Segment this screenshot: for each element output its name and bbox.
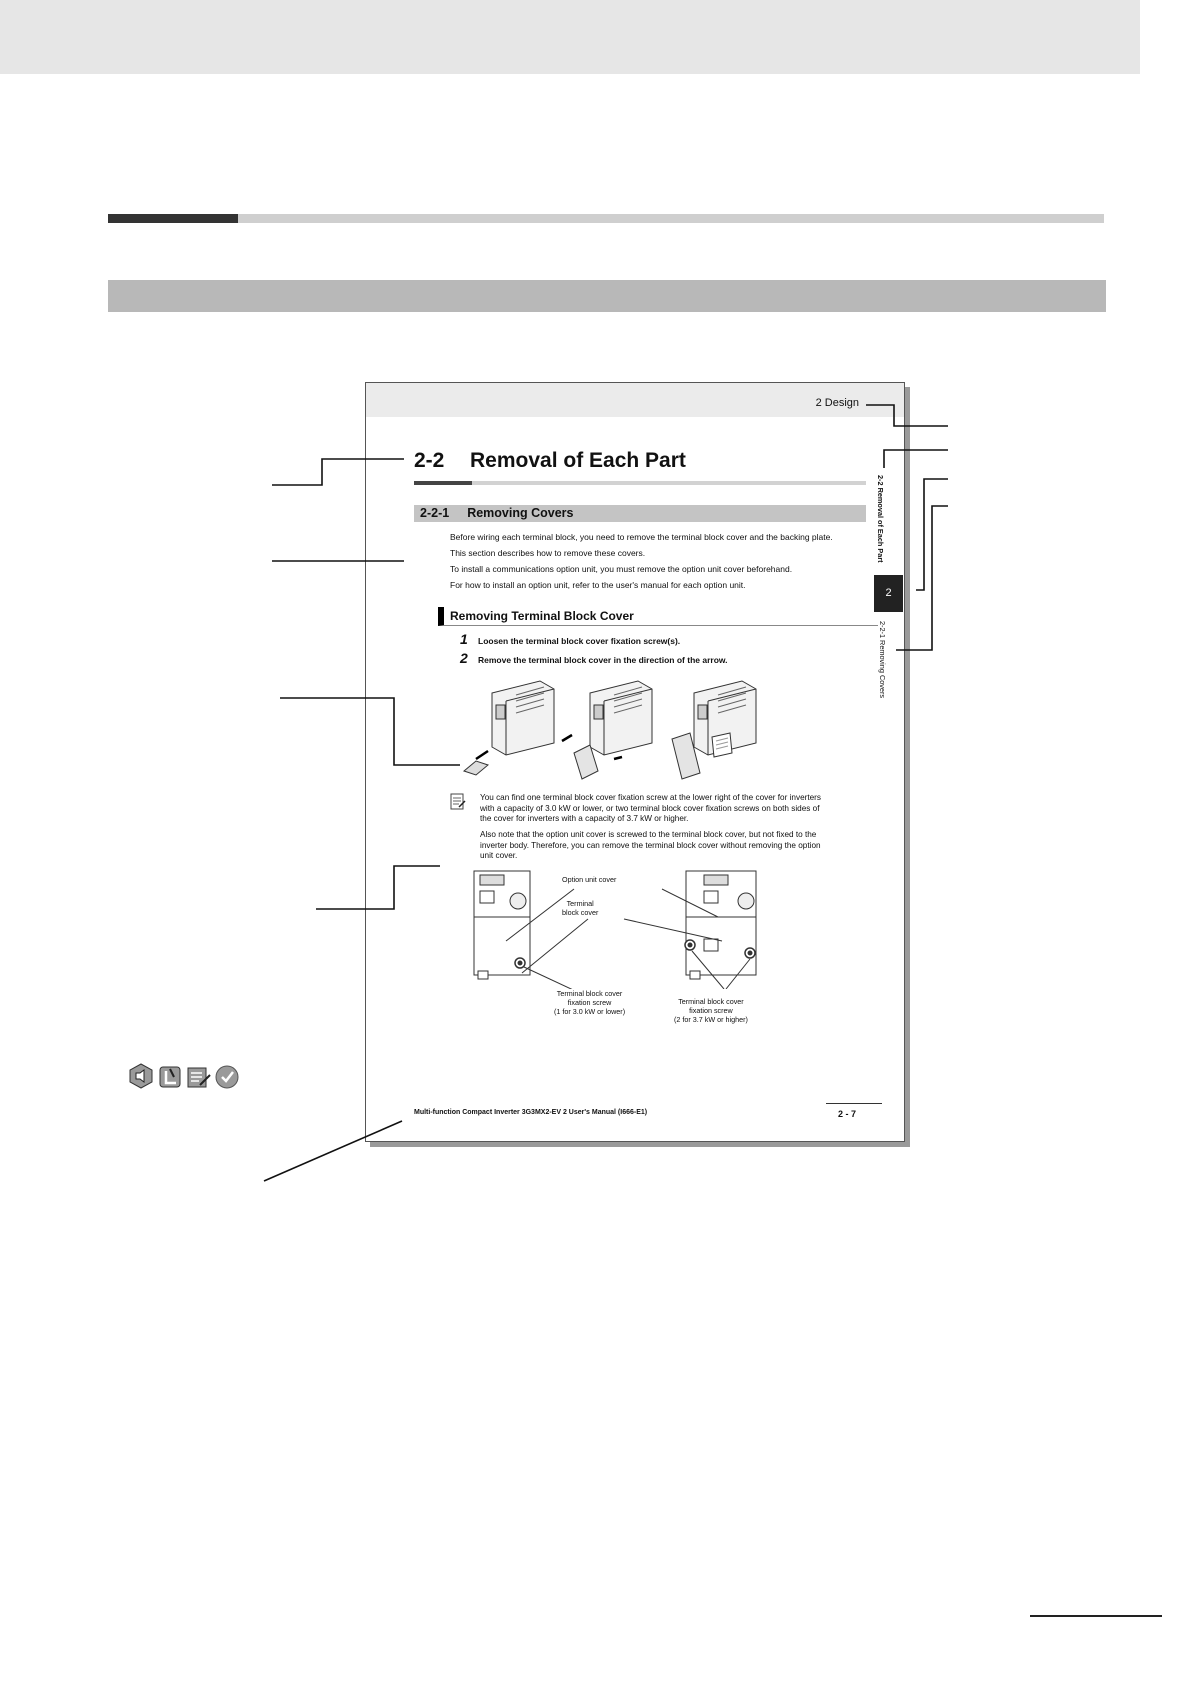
- side-tab-subsection: 2-2-1 Removing Covers: [878, 621, 887, 699]
- caption-line: Terminal block cover: [678, 997, 744, 1006]
- additional-information-icon: [160, 1067, 180, 1087]
- version-information-icon: [216, 1066, 238, 1088]
- caption-line: (2 for 3.7 kW or higher): [674, 1015, 748, 1024]
- icon-legend-row: [128, 1063, 248, 1089]
- reference-icon: [188, 1068, 210, 1087]
- paragraph-line: This section describes how to remove these covers.: [450, 548, 646, 558]
- step-number: 2: [460, 650, 468, 666]
- note-icon: [450, 793, 466, 811]
- section-heading: [414, 449, 686, 473]
- caption-line: (1 for 3.0 kW or lower): [554, 1007, 626, 1016]
- step-text: Remove the terminal block cover in the direction of the arrow.: [478, 655, 728, 665]
- intro-paragraph: [450, 529, 833, 593]
- precautions-icon: [130, 1064, 152, 1088]
- page-number: 2 - 7: [838, 1109, 857, 1119]
- footer-manual-name: Multi-function Compact Inverter 3G3MX2-EV 2 User's Manual (I666-E1): [414, 1109, 648, 1116]
- note-line: unit cover.: [480, 851, 518, 860]
- procedure-step: [460, 650, 728, 666]
- page-bottom-rule: [1030, 1615, 1162, 1617]
- label-option-unit-cover: Option unit cover: [562, 875, 617, 884]
- inverter-front-right: [685, 871, 756, 979]
- section-title-underline: [414, 481, 866, 485]
- inverter-illustration-1: [464, 681, 554, 775]
- side-tab-chapter-number: 2: [874, 575, 903, 612]
- label-line: block cover: [562, 908, 599, 917]
- caption-line: fixation screw: [689, 1006, 733, 1015]
- label-terminal-block-cover: [562, 899, 598, 917]
- section-title-band: [108, 280, 1106, 312]
- sample-manual-page: [365, 382, 905, 1142]
- caption-line: Terminal block cover: [556, 989, 623, 998]
- subsection-number: 2-2-1: [420, 506, 450, 520]
- page-number-rule: [826, 1103, 882, 1104]
- subsection-title: Removing Covers: [467, 506, 574, 520]
- note-line: the cover for inverters with a capacity of 3.7 kW or higher.: [480, 814, 689, 823]
- sample-page-header: [366, 383, 904, 417]
- procedure-step: [460, 631, 680, 647]
- caption-right: [674, 997, 748, 1024]
- section-number: 2-2: [414, 449, 445, 472]
- caption-left: [554, 989, 625, 1016]
- leader-side-tab-number: [916, 479, 948, 590]
- paragraph-line: For how to install an option unit, refer to the user's manual for each option unit.: [450, 580, 746, 590]
- label-line: Terminal: [566, 899, 594, 908]
- inverter-front-left: [474, 871, 530, 979]
- step-number: 1: [460, 631, 468, 647]
- paragraph-line: To install a communications option unit, you must remove the option unit cover beforehand.: [450, 564, 793, 574]
- front-view-drawings: [466, 869, 826, 989]
- subsection-heading: [414, 505, 866, 522]
- step-text: Loosen the terminal block cover fixation screw(s).: [478, 636, 681, 646]
- chapter-title-rule: [108, 214, 1104, 223]
- chapter-header-label: 2 Design: [815, 397, 859, 409]
- heading-removing-terminal-block-cover: Removing Terminal Block Cover: [438, 607, 878, 626]
- section-title: Removal of Each Part: [470, 449, 686, 472]
- inverter-illustration-2: [562, 681, 652, 779]
- cover-removal-illustrations: [462, 675, 758, 787]
- top-header-band: [0, 0, 1140, 74]
- caption-line: fixation screw: [567, 998, 612, 1007]
- inverter-illustration-3: [672, 681, 756, 779]
- note-line: You can find one terminal block cover fixation screw at the lower right of the cover for inverters: [480, 793, 822, 802]
- paragraph-line: Before wiring each terminal block, you need to remove the terminal block cover and the backing plate.: [450, 532, 833, 542]
- note-text: [480, 793, 821, 825]
- note-text: [480, 830, 821, 862]
- note-line: with a capacity of 3.0 kW or lower, or two terminal block cover fixation screws on both sides of: [480, 803, 820, 813]
- note-line: Also note that the option unit cover is screwed to the terminal block cover, but not fixed to the: [480, 830, 817, 839]
- side-tab-section: 2-2 Removal of Each Part: [876, 475, 885, 563]
- note-line: inverter body. Therefore, you can remove the terminal block cover without removing the option: [480, 840, 821, 850]
